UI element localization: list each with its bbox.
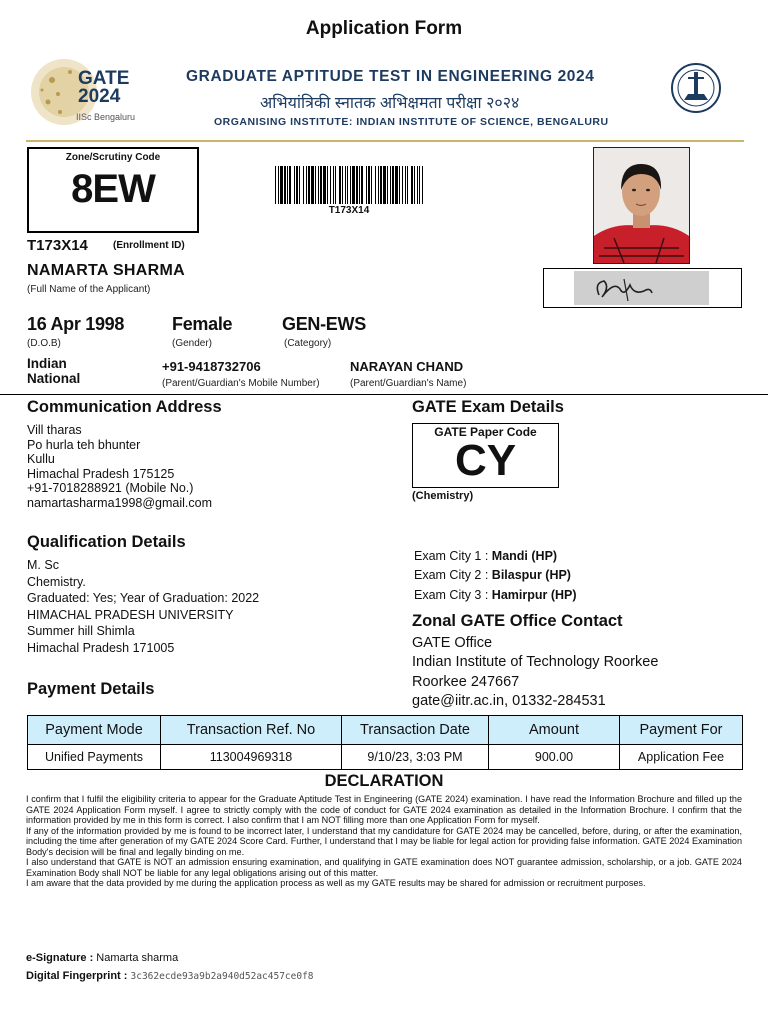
fingerprint-value: 3c362ecde93a9b2a940d52ac457ce0f8 bbox=[130, 971, 314, 982]
zone-label: Zone/Scrutiny Code bbox=[65, 152, 161, 163]
barcode-bar bbox=[289, 166, 291, 204]
barcode-bar bbox=[414, 166, 415, 204]
applicant-photo-image bbox=[594, 148, 689, 263]
barcode-bar bbox=[327, 166, 328, 204]
declaration-paragraph: I confirm that I fulfil the eligibility criteria to appear for the Graduate Aptitude Test in Engineering (GATE 2024) examination. I have read the Information Brochure and filled up the GATE 2024 Application Form myself. I agree to strictly comply with the code of conduct for GATE 2024 examination as detailed in the Information Brochure. I confirm that the information provided by me in this form is correct. I also confirm that I am NOT filling more than one Application Form for myself. bbox=[26, 794, 742, 825]
esignature bbox=[26, 952, 178, 964]
zonal-line: GATE Office bbox=[412, 635, 493, 651]
declaration-paragraph: I am aware that the data provided by me during the application process as well as my GATE results may be shared for admission or recruitment purposes. bbox=[26, 878, 646, 888]
exam-city-label: Exam City 1 : bbox=[414, 549, 492, 563]
header-banner bbox=[26, 50, 744, 142]
barcode-bar bbox=[399, 166, 400, 204]
payment-header-mode: Payment Mode bbox=[28, 716, 161, 745]
barcode-bar bbox=[280, 166, 283, 204]
payment-date: 9/10/23, 3:03 PM bbox=[342, 745, 489, 770]
nationality-line2: National bbox=[27, 371, 81, 386]
barcode-text: T173X14 bbox=[328, 205, 370, 216]
address-line: Po hurla teh bhunter bbox=[27, 437, 141, 452]
gate-logo-text bbox=[78, 70, 129, 106]
qualification-line: Himachal Pradesh 171005 bbox=[27, 640, 175, 655]
barcode-bar bbox=[303, 166, 304, 204]
exam-city-2 bbox=[414, 566, 577, 585]
barcode-bar bbox=[417, 166, 418, 204]
address-line: Himachal Pradesh 175125 bbox=[27, 466, 175, 481]
barcode-bar bbox=[347, 166, 348, 204]
qualification-details bbox=[27, 557, 259, 656]
barcode-bar bbox=[359, 166, 360, 204]
paper-name: (Chemistry) bbox=[412, 490, 474, 502]
form-title: Application Form bbox=[305, 18, 463, 39]
barcode-bar bbox=[311, 166, 314, 204]
guardian-mobile: +91-9418732706 bbox=[162, 359, 261, 374]
barcode-bar bbox=[395, 166, 398, 204]
dob-value: 16 Apr 1998 bbox=[27, 314, 125, 334]
zone-scrutiny-box bbox=[27, 147, 199, 233]
barcode-bar bbox=[407, 166, 408, 204]
declaration-paragraph: I also understand that GATE is NOT an admission ensuring examination, and qualifying in GATE examination does NOT guarantee admission, scholarship, or a job. GATE 2024 Examination Body shall NOT be liable for any legal obligations arising out of this matter. bbox=[26, 857, 742, 878]
address-line: Vill tharas bbox=[27, 423, 82, 437]
qualification-line: HIMACHAL PRADESH UNIVERSITY bbox=[27, 607, 234, 622]
barcode-bar bbox=[356, 166, 358, 204]
section-divider bbox=[0, 394, 768, 395]
paper-code-label: GATE Paper Code bbox=[434, 425, 537, 439]
barcode-bar bbox=[287, 166, 288, 204]
barcode-bar bbox=[383, 166, 386, 204]
paper-code-box bbox=[412, 423, 559, 488]
barcode-bar bbox=[275, 166, 276, 204]
barcode-bar bbox=[366, 166, 367, 204]
exam-city-3 bbox=[414, 586, 577, 605]
zone-code: 8EW bbox=[71, 167, 155, 211]
category-value: GEN-EWS bbox=[282, 314, 366, 334]
barcode-bar bbox=[350, 166, 351, 204]
barcode-image bbox=[275, 166, 423, 204]
exam-city-value: Mandi (HP) bbox=[491, 549, 558, 563]
barcode-bar bbox=[306, 166, 307, 204]
header-hindi-title: अभियांत्रिकी स्नातक अभिक्षमता परीक्षा २०२४ bbox=[260, 95, 520, 112]
payment-mode: Unified Payments bbox=[28, 745, 161, 770]
exam-city-value: Bilaspur (HP) bbox=[491, 568, 571, 583]
gate-logo-line2: 2024 bbox=[78, 86, 121, 107]
barcode-bar bbox=[323, 166, 326, 204]
barcode-bar bbox=[278, 166, 279, 204]
declaration-title: DECLARATION bbox=[324, 772, 444, 790]
exam-city-label: Exam City 2 : bbox=[414, 568, 492, 583]
barcode-bar bbox=[422, 166, 423, 204]
exam-details-title: GATE Exam Details bbox=[412, 398, 564, 416]
barcode-bar bbox=[368, 166, 370, 204]
signature-image bbox=[544, 269, 741, 307]
barcode-bar bbox=[320, 166, 322, 204]
barcode-bar bbox=[419, 166, 420, 204]
barcode-bar bbox=[387, 166, 388, 204]
barcode-bar bbox=[375, 166, 376, 204]
communication-address bbox=[27, 423, 212, 511]
qualification-line: M. Sc bbox=[27, 558, 59, 572]
barcode-bar bbox=[335, 166, 336, 204]
barcode-bar bbox=[308, 166, 310, 204]
barcode-bar bbox=[392, 166, 394, 204]
payment-table bbox=[27, 715, 743, 770]
communication-title: Communication Address bbox=[27, 398, 222, 416]
qualification-line: Summer hill Shimla bbox=[27, 624, 135, 638]
paper-code-value: CY bbox=[454, 436, 517, 485]
esignature-label: e-Signature : bbox=[26, 952, 97, 964]
payment-title: Payment Details bbox=[27, 680, 155, 698]
payment-ref: 113004969318 bbox=[161, 745, 342, 770]
zonal-line: Indian Institute of Technology Roorkee bbox=[412, 654, 659, 671]
guardian-name-label: (Parent/Guardian's Name) bbox=[350, 378, 467, 389]
header-organiser: ORGANISING INSTITUTE: INDIAN INSTITUTE OF SCIENCE, BENGALURU bbox=[214, 116, 609, 128]
qualification-line: Chemistry. bbox=[27, 574, 86, 589]
header-title: GRADUATE APTITUDE TEST IN ENGINEERING 2024 bbox=[186, 68, 595, 85]
barcode-bar bbox=[294, 166, 295, 204]
barcode-bar bbox=[380, 166, 382, 204]
zonal-office-title: Zonal GATE Office Contact bbox=[412, 612, 623, 630]
gate-logo-sub: IISc Bengaluru bbox=[76, 112, 136, 122]
fingerprint-label: Digital Fingerprint : bbox=[26, 970, 131, 982]
barcode-bar bbox=[284, 166, 286, 204]
payment-header-date: Transaction Date bbox=[342, 716, 489, 745]
barcode-bar bbox=[352, 166, 355, 204]
payment-for: Application Fee bbox=[620, 745, 743, 770]
barcode-bar bbox=[345, 166, 346, 204]
barcode-bar bbox=[390, 166, 391, 204]
gender-label: (Gender) bbox=[172, 338, 213, 349]
zonal-line: Roorkee 247667 bbox=[412, 673, 520, 690]
gender-value: Female bbox=[172, 314, 233, 334]
esignature-value: Namarta sharma bbox=[96, 952, 179, 964]
applicant-name: NAMARTA SHARMA bbox=[27, 262, 185, 279]
nationality-line1: Indian bbox=[27, 356, 67, 371]
barcode-bar bbox=[378, 166, 379, 204]
address-mobile: +91-7018288921 (Mobile No.) bbox=[27, 481, 194, 496]
exam-cities bbox=[414, 547, 577, 605]
barcode-bar bbox=[411, 166, 413, 204]
barcode-bar bbox=[405, 166, 406, 204]
exam-city-value: Hamirpur (HP) bbox=[491, 587, 577, 602]
digital-fingerprint bbox=[26, 970, 314, 982]
dob-label: (D.O.B) bbox=[27, 338, 61, 349]
payment-row bbox=[28, 745, 743, 770]
exam-city-label: Exam City 3 : bbox=[414, 587, 492, 602]
zonal-office-contact bbox=[412, 634, 658, 711]
barcode-bar bbox=[330, 166, 331, 204]
payment-header-row bbox=[28, 716, 743, 745]
barcode-bar bbox=[333, 166, 334, 204]
zonal-line: gate@iitr.ac.in, 01332-284531 bbox=[412, 692, 606, 709]
barcode-bar bbox=[361, 166, 363, 204]
guardian-mobile-label: (Parent/Guardian's Mobile Number) bbox=[162, 378, 320, 389]
address-email: namartasharma1998@gmail.com bbox=[27, 495, 212, 510]
category-label: (Category) bbox=[284, 338, 332, 349]
applicant-name-label: (Full Name of the Applicant) bbox=[27, 284, 151, 295]
barcode-bar bbox=[296, 166, 298, 204]
barcode-bar bbox=[342, 166, 343, 204]
payment-header-for: Payment For bbox=[620, 716, 743, 745]
barcode-bar bbox=[339, 166, 341, 204]
barcode-bar bbox=[371, 166, 372, 204]
payment-header-amount: Amount bbox=[489, 716, 620, 745]
barcode-bar bbox=[299, 166, 300, 204]
qualification-title: Qualification Details bbox=[27, 533, 186, 551]
qualification-line: Graduated: Yes; Year of Graduation: 2022 bbox=[27, 591, 260, 605]
declaration-text bbox=[26, 794, 742, 889]
address-line: Kullu bbox=[27, 452, 55, 467]
gate-logo-line1: GATE bbox=[78, 68, 130, 89]
exam-city-1 bbox=[414, 547, 577, 566]
applicant-photo bbox=[593, 147, 690, 264]
barcode-bar bbox=[318, 166, 319, 204]
payment-header-ref: Transaction Ref. No bbox=[161, 716, 342, 745]
declaration-paragraph: If any of the information provided by me is found to be incorrect later, I understand that my candidature for GATE 2024 may be cancelled, before, during, or after the examination, including the time after generation of my GATE 2024 Score Card. Further, I understand that I may be liable for legal action for providing false information. GATE 2024 Examination Body's decision will be final and legally binding on me. bbox=[26, 825, 742, 857]
institute-emblem-icon bbox=[666, 60, 726, 120]
guardian-name: NARAYAN CHAND bbox=[350, 359, 464, 374]
enrollment-id: T173X14 bbox=[27, 237, 88, 254]
signature-box bbox=[543, 268, 742, 308]
payment-amount: 900.00 bbox=[489, 745, 620, 770]
barcode-bar bbox=[402, 166, 403, 204]
barcode-bar bbox=[315, 166, 316, 204]
enrollment-id-label: (Enrollment ID) bbox=[113, 240, 185, 251]
